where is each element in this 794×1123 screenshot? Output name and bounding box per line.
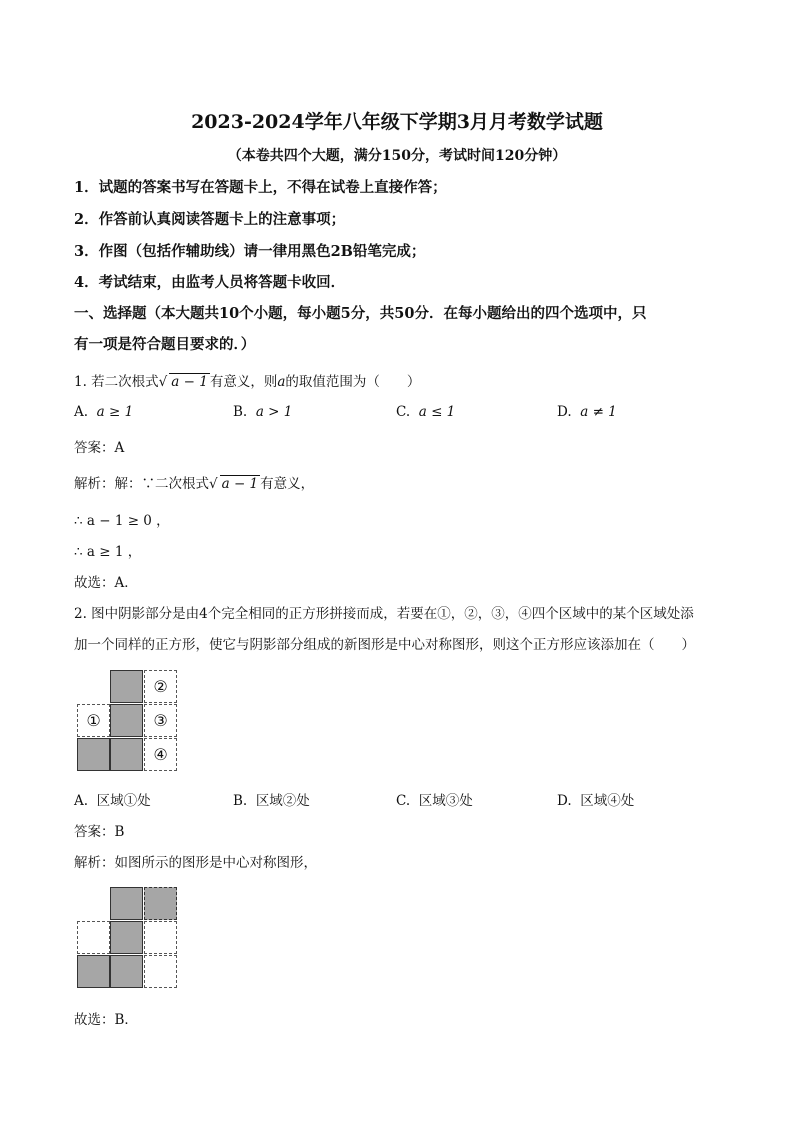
- q1-option-b: B. a > 1: [233, 404, 293, 420]
- q2-solution-figure: [77, 887, 179, 989]
- exam-subtitle: （本卷共四个大题，满分150分，考试时间120分钟）: [227, 148, 567, 164]
- q1-option-d: D. a ≠ 1: [557, 404, 617, 420]
- empty-region: [144, 921, 177, 954]
- q2-stem-line1: 2. 图中阴影部分是由4个完全相同的正方形拼接而成，若要在①，②，③，④四个区域中的某个区域处添: [74, 606, 694, 622]
- q1-step-2: ∴ a ≥ 1 ，: [74, 544, 142, 560]
- note-4: 4．考试结束，由监考人员将答题卡收回．: [74, 274, 346, 291]
- sqrt-icon: √: [209, 476, 218, 492]
- added-square: [144, 887, 177, 920]
- note-2: 2．作答前认真阅读答题卡上的注意事项；: [74, 211, 346, 228]
- section-heading-line2: 有一项是符合题目要求的．）: [74, 336, 256, 353]
- q2-option-c: C. 区域③处: [396, 793, 473, 809]
- shaded-square: [110, 670, 143, 703]
- exam-title: 2023-2024学年八年级下学期3月月考数学试题: [191, 111, 603, 133]
- empty-region: [77, 921, 110, 954]
- note-3: 3．作图（包括作辅助线）请一律用黑色2B铅笔完成；: [74, 243, 426, 260]
- shaded-square: [110, 887, 143, 920]
- q1-var: a: [277, 374, 286, 390]
- q2-analysis: 解析：如图所示的图形是中心对称图形，: [74, 855, 317, 871]
- q1-middle: 有意义，则: [209, 374, 278, 390]
- region-4: ④: [144, 738, 177, 771]
- shaded-square: [110, 704, 143, 737]
- q1-option-a: A. a ≥ 1: [74, 404, 134, 420]
- empty-region: [144, 955, 177, 988]
- q2-stem-line2: 加一个同样的正方形，使它与阴影部分组成的新图形是中心对称图形，则这个正方形应该添加在（ ）: [74, 637, 695, 653]
- q1-conclusion: 故选：A．: [74, 575, 138, 591]
- shaded-square: [77, 955, 110, 988]
- shaded-square: [110, 738, 143, 771]
- q1-radicand: a − 1: [171, 374, 208, 390]
- shaded-square: [77, 738, 110, 771]
- q1-stem: [74, 370, 420, 390]
- q2-conclusion: 故选：B．: [74, 1012, 138, 1028]
- region-1: ①: [77, 704, 110, 737]
- q1-suffix: 的取值范围为（ ）: [285, 374, 421, 390]
- sqrt-icon: √: [158, 374, 168, 390]
- q2-answer: 答案：B: [74, 824, 125, 840]
- q2-figure: [77, 670, 179, 772]
- region-2: ②: [144, 670, 177, 703]
- q1-prefix: 1. 若二次根式: [74, 374, 159, 390]
- section-heading-line1: 一、选择题（本大题共10个小题，每小题5分，共50分．在每小题给出的四个选项中，只: [74, 305, 647, 322]
- q2-option-b: B. 区域②处: [233, 793, 310, 809]
- shaded-square: [110, 955, 143, 988]
- q2-option-a: A. 区域①处: [74, 793, 151, 809]
- note-1: 1．试题的答案书写在答题卡上，不得在试卷上直接作答；: [74, 179, 447, 196]
- q1-answer: 答案：A: [74, 440, 125, 456]
- q1-option-c: C. a ≤ 1: [396, 404, 456, 420]
- shaded-square: [110, 921, 143, 954]
- q1-analysis: 解析：解：∵二次根式√ a − 1 有意义，: [74, 476, 315, 492]
- q2-option-d: D. 区域④处: [557, 793, 635, 809]
- q1-step-1: ∴ a − 1 ≥ 0 ，: [74, 513, 170, 529]
- region-3: ③: [144, 704, 177, 737]
